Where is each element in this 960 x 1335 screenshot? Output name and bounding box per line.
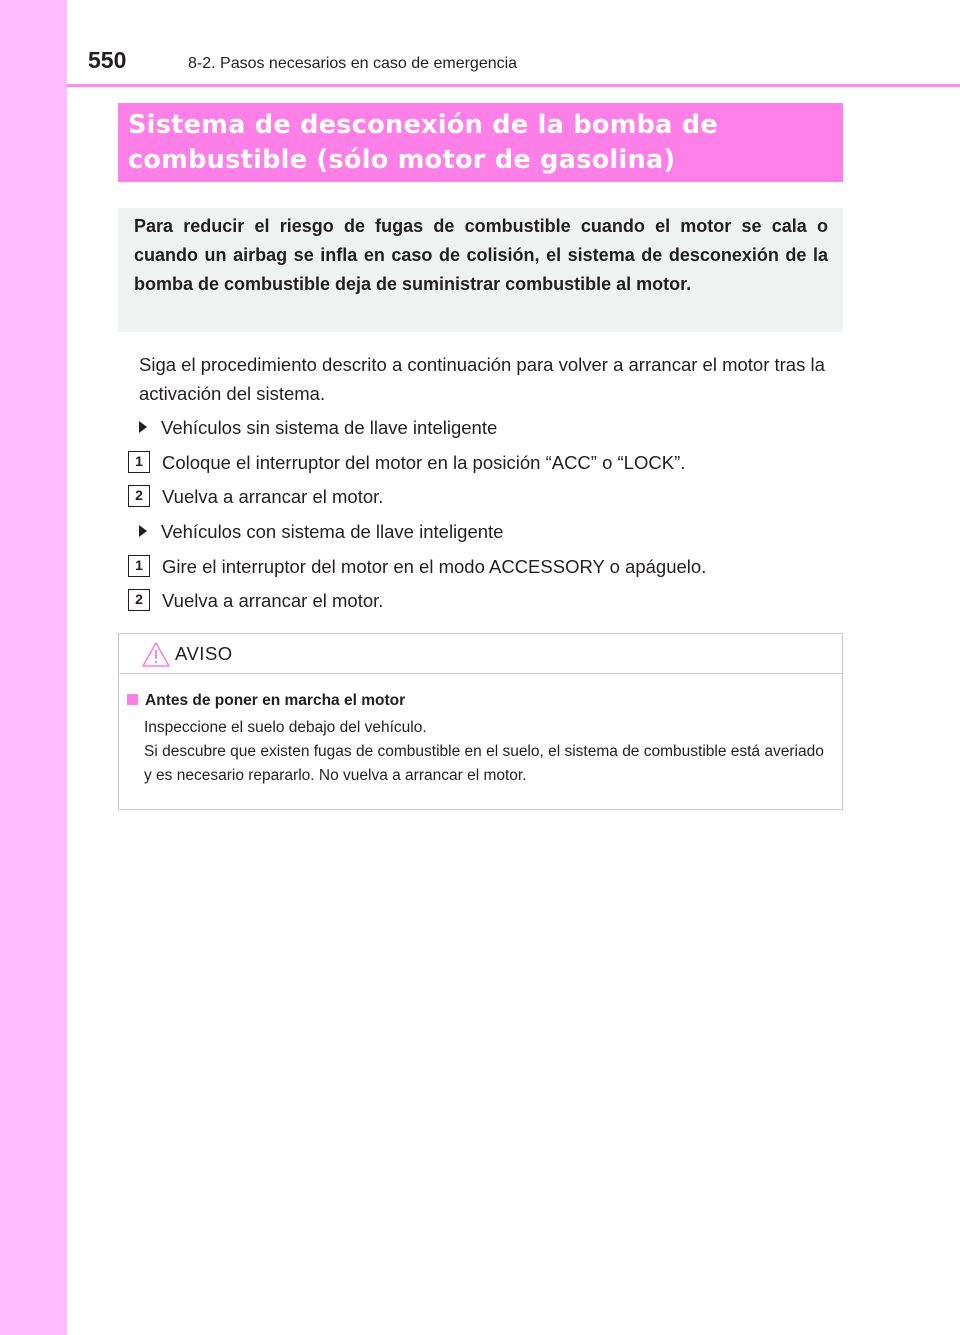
page-number: 550 (88, 47, 127, 73)
square-bullet-icon (127, 694, 138, 705)
intro-box (118, 208, 843, 332)
step-number-badge: 1 (128, 451, 150, 473)
step-number-badge: 2 (128, 589, 150, 611)
step-number-badge: 2 (128, 485, 150, 507)
section-title: Sistema de desconexión de la bomba de combustible (sólo motor de gasolina) (128, 110, 718, 175)
header-rule (67, 84, 960, 87)
warning-box (118, 633, 843, 810)
warning-header (119, 634, 842, 674)
triangle-bullet-icon (139, 525, 147, 537)
condition-smart-key (139, 519, 503, 545)
warning-line: Si descubre que existen fugas de combustible en el suelo, el sistema de combustible está averiado y es necesario repararlo. No vuelva a arrancar el motor. (144, 743, 824, 784)
warning-line: Inspeccione el suelo debajo del vehículo. (144, 719, 427, 736)
section-title-box (118, 103, 843, 182)
warning-item-title (127, 691, 405, 711)
warning-label: AVISO (175, 643, 233, 664)
intro-text: Para reducir el riesgo de fugas de combustible cuando el motor se cala o cuando un airbag se infla en caso de colisión, el sistema de desconexión de la bomba de combustible deja de suministrar combustible al motor. (134, 216, 828, 294)
condition-label: Vehículos con sistema de llave inteligente (161, 521, 504, 542)
warning-item-title-text: Antes de poner en marcha el motor (145, 692, 406, 709)
condition-no-smart-key (139, 415, 497, 441)
triangle-bullet-icon (139, 421, 147, 433)
body-paragraph: Siga el procedimiento descrito a continuación para volver a arrancar el motor tras la activación del sistema. (139, 354, 825, 404)
warning-triangle-icon (141, 641, 171, 668)
step-text: Vuelva a arrancar el motor. (162, 590, 384, 611)
condition-label: Vehículos sin sistema de llave inteligente (161, 417, 498, 438)
step-text: Coloque el interruptor del motor en la posición “ACC” o “LOCK”. (162, 452, 686, 473)
section-header: 8-2. Pasos necesarios en caso de emergencia (188, 55, 518, 72)
warning-text (144, 716, 834, 788)
step-number-badge: 1 (128, 555, 150, 577)
step-text: Gire el interruptor del motor en el modo ACCESSORY o apáguelo. (162, 556, 707, 577)
side-color-band (0, 0, 67, 1335)
step-text: Vuelva a arrancar el motor. (162, 486, 384, 507)
